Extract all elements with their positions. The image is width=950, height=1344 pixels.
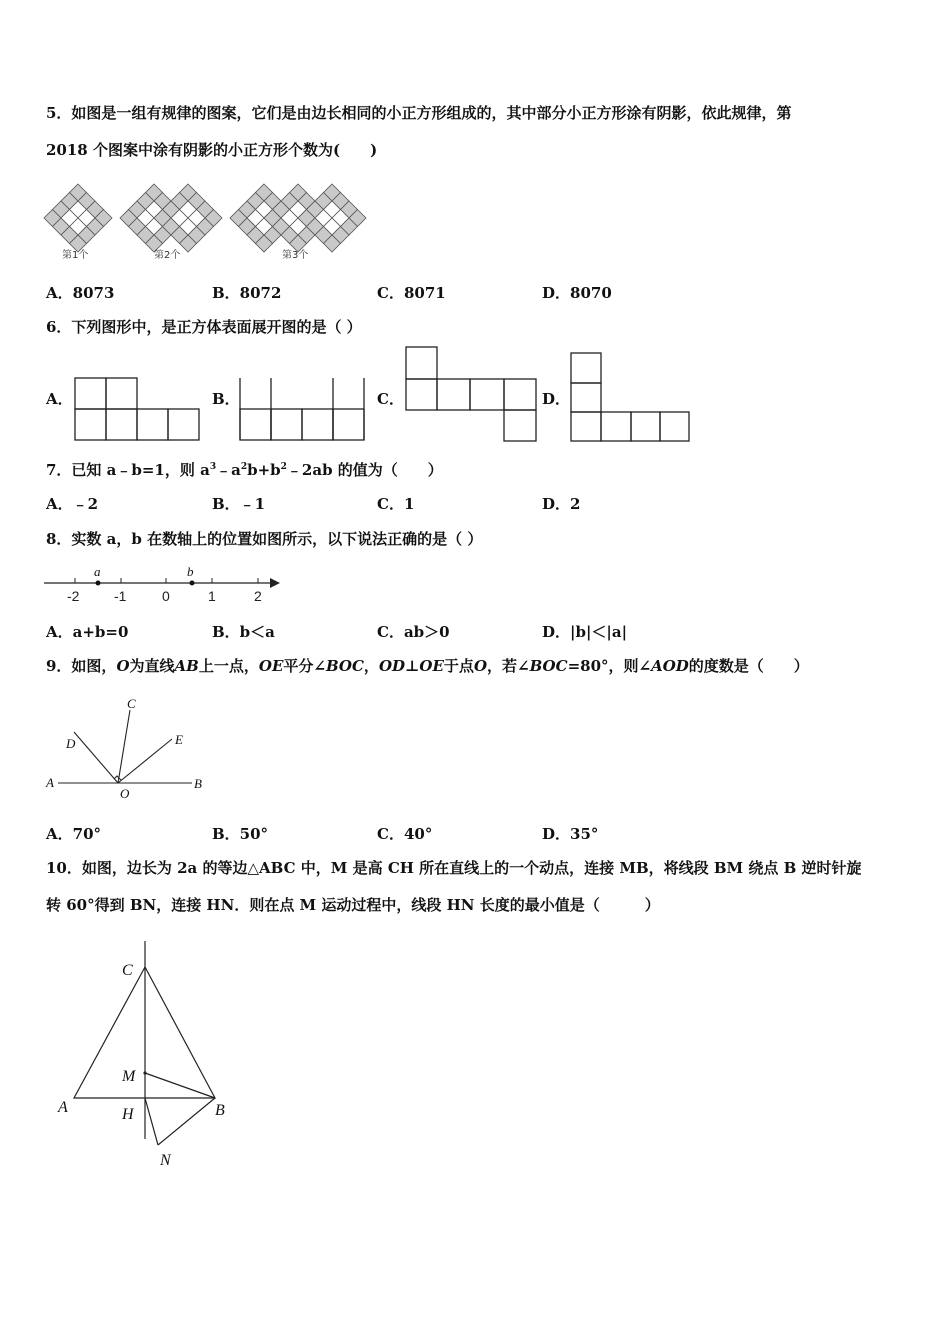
label-a: A: [58, 1099, 68, 1116]
q9-text: 为直线: [129, 657, 175, 675]
ray-od: [74, 732, 118, 783]
q8-option-b[interactable]: B．b＜a: [212, 623, 275, 641]
point-b: [190, 581, 195, 586]
q6-option-b[interactable]: B．: [212, 390, 240, 408]
q9-angle-figure: [44, 694, 214, 804]
q9-text: 上一点，: [198, 657, 259, 675]
segment-mb: [145, 1073, 215, 1098]
q9-option-b[interactable]: B．50°: [212, 825, 269, 843]
q9-option-c[interactable]: C．40°: [377, 825, 433, 843]
q6-net-c[interactable]: [405, 345, 545, 445]
q5-option-a[interactable]: A．8073: [46, 284, 115, 302]
label-b: B: [215, 1102, 225, 1119]
q5-figure-label-3: 第3个: [282, 250, 309, 261]
q9-text: ，: [363, 657, 379, 675]
q9-var: O: [116, 657, 130, 675]
q9-var: OD: [378, 657, 406, 675]
q8-option-c[interactable]: C．ab＞0: [377, 623, 450, 641]
label-c: C: [127, 696, 136, 711]
q7-stem-part: ﹣2ab 的值为（ ）: [286, 461, 443, 479]
q9-var: OE: [419, 657, 444, 675]
q8-number-line: [44, 565, 284, 605]
q9-text: 的度数是（ ）: [688, 657, 809, 675]
ray-oe: [118, 739, 172, 783]
q6-option-a[interactable]: A．: [46, 390, 73, 408]
q6-net-b[interactable]: [239, 377, 369, 443]
point-m: [143, 1071, 146, 1074]
q5-stem-line2: 2018 个图案中涂有阴影的小正方形个数为( ): [46, 141, 378, 159]
q6-option-c[interactable]: C．: [377, 390, 404, 408]
q9-var: BOC: [325, 657, 364, 675]
q6-net-a[interactable]: [74, 377, 204, 443]
label-o: O: [120, 786, 130, 801]
q8-option-a[interactable]: A．a+b=0: [46, 623, 129, 641]
label-b: B: [194, 776, 202, 791]
q10-stem-line2: 转 60°得到 BN，连接 HN．则在点 M 运动过程中，线段 HN 长度的最小值是（ ）: [46, 896, 660, 914]
label-m: M: [122, 1068, 136, 1085]
q5-figure-label-1: 第1个: [62, 250, 89, 261]
tick-label: -2: [67, 588, 80, 604]
q5-option-c[interactable]: C．8071: [377, 284, 446, 302]
q8-stem: 8．实数 a，b 在数轴上的位置如图所示，以下说法正确的是（ ）: [46, 530, 483, 548]
tick-label: -1: [114, 588, 127, 604]
q9-text: 9．如图，: [46, 657, 117, 675]
q10-triangle-figure: [52, 935, 242, 1175]
segment-hn: [145, 1098, 158, 1145]
label-a: A: [46, 775, 54, 790]
label-n: N: [160, 1152, 171, 1169]
q9-var: BOC: [529, 657, 568, 675]
tick-label: 1: [208, 588, 216, 604]
q9-var: O: [473, 657, 488, 675]
q6-option-d[interactable]: D．: [542, 390, 571, 408]
q7-stem-part: ﹣a: [216, 461, 241, 479]
q6-stem: 6．下列图形中，是正方体表面展开图的是（ ）: [46, 318, 362, 336]
q9-var: AOD: [651, 657, 689, 675]
q5-option-d[interactable]: D．8070: [542, 284, 612, 302]
q7-option-d[interactable]: D．2: [542, 495, 581, 513]
q9-var: AB: [174, 657, 199, 675]
q9-text: 平分∠: [283, 657, 326, 675]
q5-stem-line1: 5．如图是一组有规律的图案，它们是由边长相同的小正方形组成的，其中部分小正方形涂有阴影，依此规律，第: [46, 104, 792, 122]
q9-stem: [46, 656, 809, 676]
q5-pattern-figure: [46, 178, 376, 268]
q9-var: OE: [258, 657, 284, 675]
ray-oc: [118, 710, 130, 783]
q6-net-d[interactable]: [570, 352, 695, 447]
q5-option-b[interactable]: B．8072: [212, 284, 282, 302]
q7-stem-part: 7．已知 a﹣b=1，则 a: [46, 461, 210, 479]
q7-sup: 3: [209, 462, 217, 472]
q5-figure-label-2: 第2个: [154, 250, 181, 261]
q10-stem-line1: 10．如图，边长为 2a 的等边△ABC 中，M 是高 CH 所在直线上的一个动点，连接 MB，将线段 BM 绕点 B 逆时针旋: [46, 859, 862, 877]
q9-option-d[interactable]: D．35°: [542, 825, 599, 843]
q9-text: ⊥: [405, 657, 420, 675]
q9-text: =80°，则∠: [567, 657, 652, 675]
segment-bn: [158, 1098, 215, 1145]
axis-arrow-icon: [270, 578, 280, 588]
q7-option-b[interactable]: B．﹣1: [212, 495, 266, 513]
q7-stem: [46, 460, 443, 480]
q7-option-a[interactable]: A．﹣2: [46, 495, 99, 513]
point-b-label: b: [187, 564, 194, 579]
point-a: [96, 581, 101, 586]
q7-stem-part: b+b: [247, 461, 281, 479]
q7-sup: 2: [240, 462, 248, 472]
label-h: H: [122, 1106, 134, 1123]
q8-option-d[interactable]: D．|b|＜|a|: [542, 623, 628, 641]
q7-sup: 2: [280, 462, 287, 472]
q9-option-a[interactable]: A．70°: [46, 825, 102, 843]
q7-option-c[interactable]: C．1: [377, 495, 415, 513]
label-c: C: [122, 962, 133, 979]
q9-text: ，若∠: [487, 657, 530, 675]
label-d: D: [66, 736, 76, 751]
q9-text: 于点: [443, 657, 474, 675]
tick-label: 0: [162, 588, 170, 604]
label-e: E: [175, 732, 183, 747]
tick-label: 2: [254, 588, 262, 604]
point-a-label: a: [94, 564, 101, 579]
